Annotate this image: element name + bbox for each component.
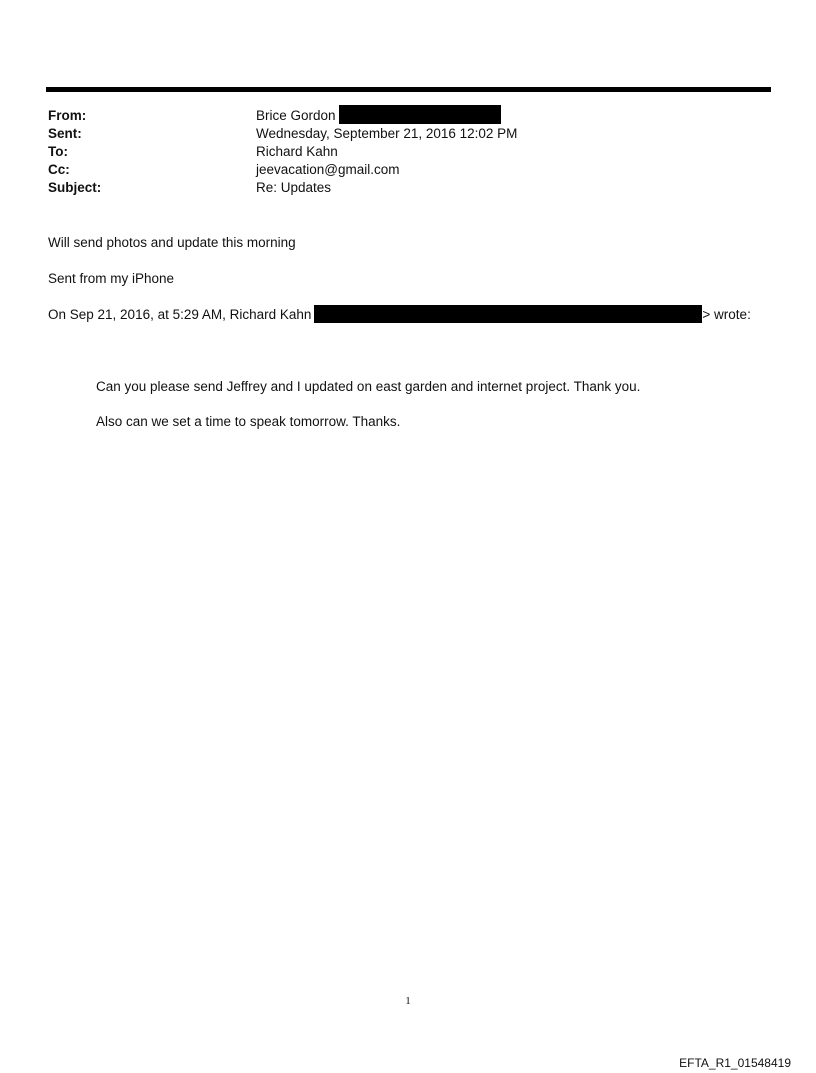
to-label: To: (48, 144, 68, 159)
subject-value: Re: Updates (256, 180, 332, 195)
header-divider (46, 87, 771, 92)
from-name: Brice Gordon (256, 108, 336, 123)
redaction-block (339, 105, 501, 124)
from-label: From: (48, 108, 87, 123)
attribution-suffix: > wrote: (702, 307, 751, 322)
cc-value: jeevacation@gmail.com (256, 162, 400, 177)
from-value (256, 107, 501, 125)
redaction-block (314, 305, 702, 323)
cc-label: Cc: (48, 162, 70, 177)
bates-number: EFTA_R1_01548419 (679, 1056, 791, 1070)
body-line-1: Will send photos and update this morning (48, 235, 296, 250)
to-value: Richard Kahn (256, 144, 338, 159)
page-number: 1 (405, 995, 411, 1007)
quoted-line-1: Can you please send Jeffrey and I updated on east garden and internet project. Thank you. (96, 379, 641, 394)
signature-line: Sent from my iPhone (48, 271, 175, 286)
subject-label: Subject: (48, 180, 102, 195)
attribution-prefix: On Sep 21, 2016, at 5:29 AM, Richard Kahn (48, 307, 312, 322)
quoted-line-2: Also can we set a time to speak tomorrow. Thanks. (96, 414, 401, 429)
attribution-line (48, 306, 751, 324)
sent-label: Sent: (48, 126, 82, 141)
sent-value: Wednesday, September 21, 2016 12:02 PM (256, 126, 518, 141)
